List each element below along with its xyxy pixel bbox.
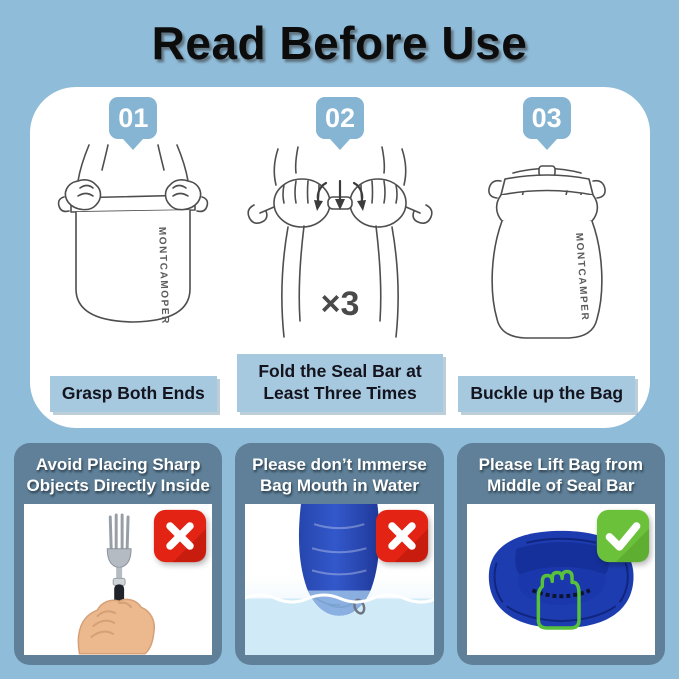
buckled-bag-illustration [447,141,647,346]
cross-icon [375,509,429,563]
warning-title: Please don’t Immerse Bag Mouth in Water [252,455,427,496]
cross-icon [153,509,207,563]
warning-photo-area [24,504,212,655]
step-label: Fold the Seal Bar at Least Three Times [237,354,444,412]
step-number: 03 [531,102,562,133]
step-column-buckle [443,87,650,428]
step-label: Grasp Both Ends [50,376,217,412]
step-number-badge [523,97,571,139]
page-title: Read Before Use [151,17,528,69]
warning-photo-area [467,504,655,655]
grasp-both-ends-illustration [33,141,233,346]
check-icon [596,509,650,563]
warning-card-lift [457,443,665,665]
bag-brand-text: MONTCAMPER [572,232,590,322]
warning-card-sharp-objects [14,443,222,665]
step-number: 02 [324,102,356,133]
warning-card-immerse [235,443,443,665]
step-number: 01 [118,102,149,133]
step-column-grasp [30,87,237,428]
warning-title: Please Lift Bag from Middle of Seal Bar [478,455,643,496]
bag-brand-text: MONTCAMOPER [156,226,171,326]
warning-photo-area [245,504,433,655]
fold-repeat-count: ×3 [320,285,360,323]
steps-panel [30,87,650,428]
step-label: Buckle up the Bag [458,376,635,412]
warnings-row [14,443,665,665]
step-number-badge [109,97,157,139]
step-number-badge [316,97,364,139]
step-column-fold [237,87,444,428]
warning-title: Avoid Placing Sharp Objects Directly Inside [26,455,210,496]
